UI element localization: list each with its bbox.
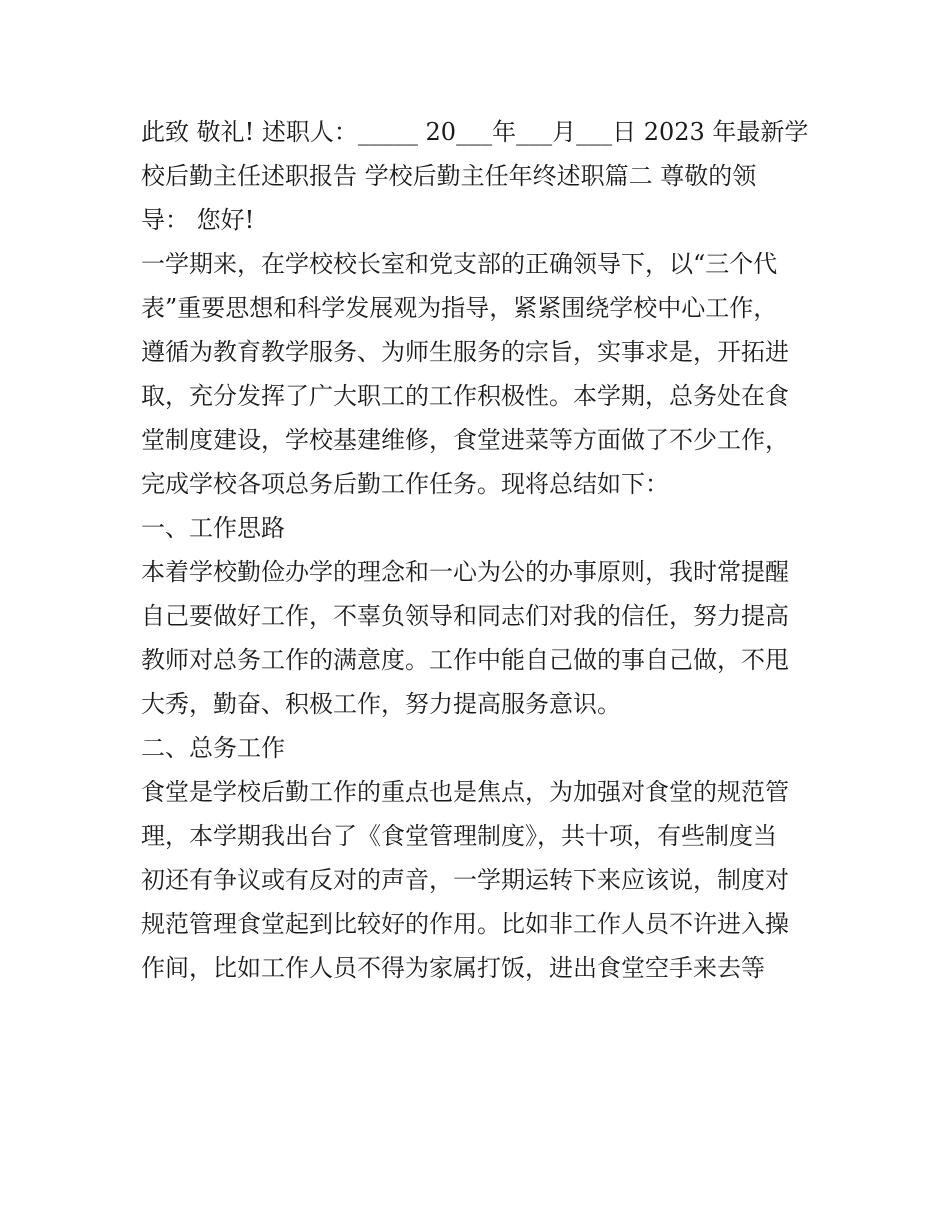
text-line: 校后勤主任述职报告 学校后勤主任年终述职篇二 尊敬的领 <box>141 162 757 190</box>
text-line: 本着学校勤俭办学的理念和一心为公的办事原则，我时常提醒 <box>141 558 789 586</box>
document-body <box>141 110 821 990</box>
text-line: 表”重要思想和科学发展观为指导，紧紧围绕学校中心工作， <box>141 294 778 322</box>
text-line: 规范管理食堂起到比较好的作用。比如非工作人员不许进入操 <box>141 910 789 938</box>
text-line: 自己要做好工作，不辜负领导和同志们对我的信任，努力提高 <box>141 602 789 630</box>
text-line: 取，充分发挥了广大职工的工作积极性。本学期，总务处在食 <box>141 382 789 410</box>
text-line: 此致 敬礼! 述职人：_____ 20___年___月___日 2023 年最新学 <box>141 118 809 146</box>
text-line: 导： 您好! <box>141 206 255 234</box>
section-heading: 二、总务工作 <box>141 734 285 762</box>
text-line: 初还有争议或有反对的声音，一学期运转下来应该说，制度对 <box>141 866 789 894</box>
text-line: 作间，比如工作人员不得为家属打饭，进出食堂空手来去等 <box>141 954 765 982</box>
text-line: 堂制度建设，学校基建维修，食堂进菜等方面做了不少工作， <box>141 426 789 454</box>
text-line: 教师对总务工作的满意度。工作中能自己做的事自己做，不甩 <box>141 646 789 674</box>
text-line: 大秀，勤奋、积极工作，努力提高服务意识。 <box>141 690 621 718</box>
text-line: 理，本学期我出台了《食堂管理制度》，共十项，有些制度当 <box>141 822 777 850</box>
section-heading: 一、工作思路 <box>141 514 285 542</box>
text-line: 完成学校各项总务后勤工作任务。现将总结如下： <box>141 470 669 498</box>
text-line: 食堂是学校后勤工作的重点也是焦点，为加强对食堂的规范管 <box>141 778 789 806</box>
text-line: 一学期来，在学校校长室和党支部的正确领导下，以“三个代 <box>141 250 778 278</box>
text-line: 遵循为教育教学服务、为师生服务的宗旨，实事求是，开拓进 <box>141 338 789 366</box>
